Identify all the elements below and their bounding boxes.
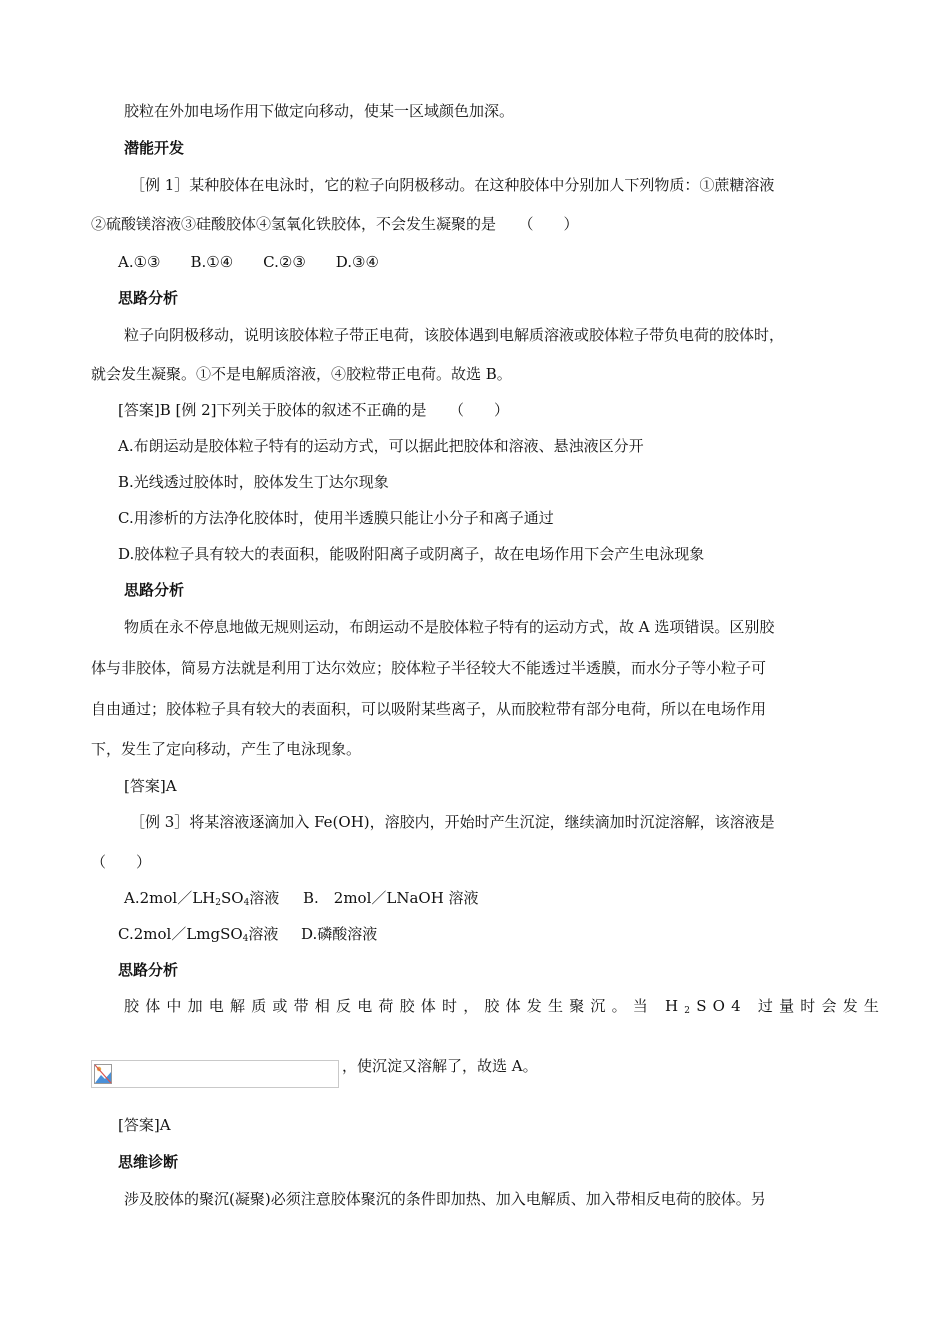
analysis-3-text-1: 胶体中加电解质或带相反电荷胶体时，胶体发生聚沉。当 H — [124, 997, 685, 1015]
example-1-question-line-1: ［例 1］某种胶体在电泳时，它的粒子向阴极移动。在这种胶体中分别加人下列物质：①蔗糖溶液 — [130, 176, 775, 194]
option-c-text-1: C.2mol／LmgSO — [118, 925, 243, 943]
heading-analysis-2: 思路分析 — [124, 581, 185, 599]
option-a-text-2: SO — [220, 889, 244, 907]
example-2-question: [答案]B [例 2]下列关于胶体的叙述不正确的是 （ ） — [118, 401, 510, 419]
analysis-2-line-2: 体与非胶体，简易方法就是利用丁达尔效应；胶体粒子半径较大不能透过半透膜，而水分子等小粒子可 — [91, 659, 767, 677]
option-c-sub: 4 — [242, 934, 249, 944]
heading-analysis-3: 思路分析 — [118, 961, 179, 979]
analysis-3-line-2: ，使沉淀又溶解了，故选 A。 — [342, 1057, 538, 1075]
example-3-question-line-1: ［例 3］将某溶液逐滴加入 Fe(OH)，溶胶内，开始时产生沉淀，继续滴加时沉淀溶解，该溶液是 — [130, 813, 775, 831]
option-a-sub-1: 2 — [215, 898, 221, 908]
example-2-option-b: B.光线透过胶体时，胶体发生丁达尔现象 — [118, 473, 389, 491]
analysis-3-sub: 2 — [684, 1006, 697, 1016]
example-3-option-b: B. 2mol／LNaOH 溶液 — [303, 889, 479, 907]
option-a-text-3: 溶液 — [249, 889, 280, 907]
example-1-options: A.①③ B.①④ C.②③ D.③④ — [118, 253, 379, 271]
example-1-question-line-2: ②硫酸镁溶液③硅酸胶体④氢氧化铁胶体，不会发生凝聚的是 （ ） — [91, 215, 579, 233]
analysis-1-line-2: 就会发生凝聚。①不是电解质溶液，④胶粒带正电荷。故选 B。 — [91, 365, 512, 383]
option-c-text-2: 溶液 — [248, 925, 279, 943]
answer-3: [答案]A — [118, 1116, 171, 1134]
analysis-3-text-2: SO4 过量时会发生 — [696, 997, 886, 1015]
option-a-sub-2: 4 — [243, 898, 250, 908]
example-3-question-line-2: （ ） — [91, 853, 152, 871]
example-3-option-a — [124, 888, 279, 908]
example-2-option-d: D.胶体粒子具有较大的表面积，能吸附阳离子或阴离子，故在电场作用下会产生电泳现象 — [118, 545, 705, 563]
broken-image-placeholder — [91, 1060, 339, 1088]
option-a-text-1: A.2mol／LH — [124, 889, 216, 907]
answer-2: [答案]A — [124, 777, 177, 795]
analysis-2-line-1: 物质在永不停息地做无规则运动，布朗运动不是胶体粒子特有的运动方式，故 A 选项错误。区别胶 — [124, 618, 775, 636]
example-3-option-c — [118, 924, 278, 944]
heading-potential-development: 潜能开发 — [124, 139, 185, 157]
example-3-option-d: D.磷酸溶液 — [301, 925, 378, 943]
example-2-option-a: A.布朗运动是胶体粒子特有的运动方式，可以据此把胶体和溶液、悬浊液区分开 — [118, 437, 644, 455]
heading-analysis-1: 思路分析 — [118, 289, 179, 307]
broken-image-icon — [94, 1064, 112, 1084]
heading-thinking-diagnosis: 思维诊断 — [118, 1153, 179, 1171]
example-2-option-c: C.用渗析的方法净化胶体时，使用半透膜只能让小分子和离子通过 — [118, 509, 554, 527]
analysis-1-line-1: 粒子向阴极移动，说明该胶体粒子带正电荷，该胶体遇到电解质溶液或胶体粒子带负电荷的胶体时， — [124, 326, 785, 344]
analysis-2-line-4: 下，发生了定向移动，产生了电泳现象。 — [91, 740, 362, 758]
analysis-3-line-1 — [124, 996, 885, 1016]
diagnosis-line-1: 涉及胶体的聚沉(凝聚)必须注意胶体聚沉的条件即加热、加入电解质、加入带相反电荷的胶体。另 — [124, 1190, 766, 1208]
intro-text: 胶粒在外加电场作用下做定向移动，使某一区域颜色加深。 — [124, 102, 515, 120]
analysis-2-line-3: 自由通过；胶体粒子具有较大的表面积，可以吸附某些离子，从而胶粒带有部分电荷，所以在电场作用 — [91, 700, 767, 718]
